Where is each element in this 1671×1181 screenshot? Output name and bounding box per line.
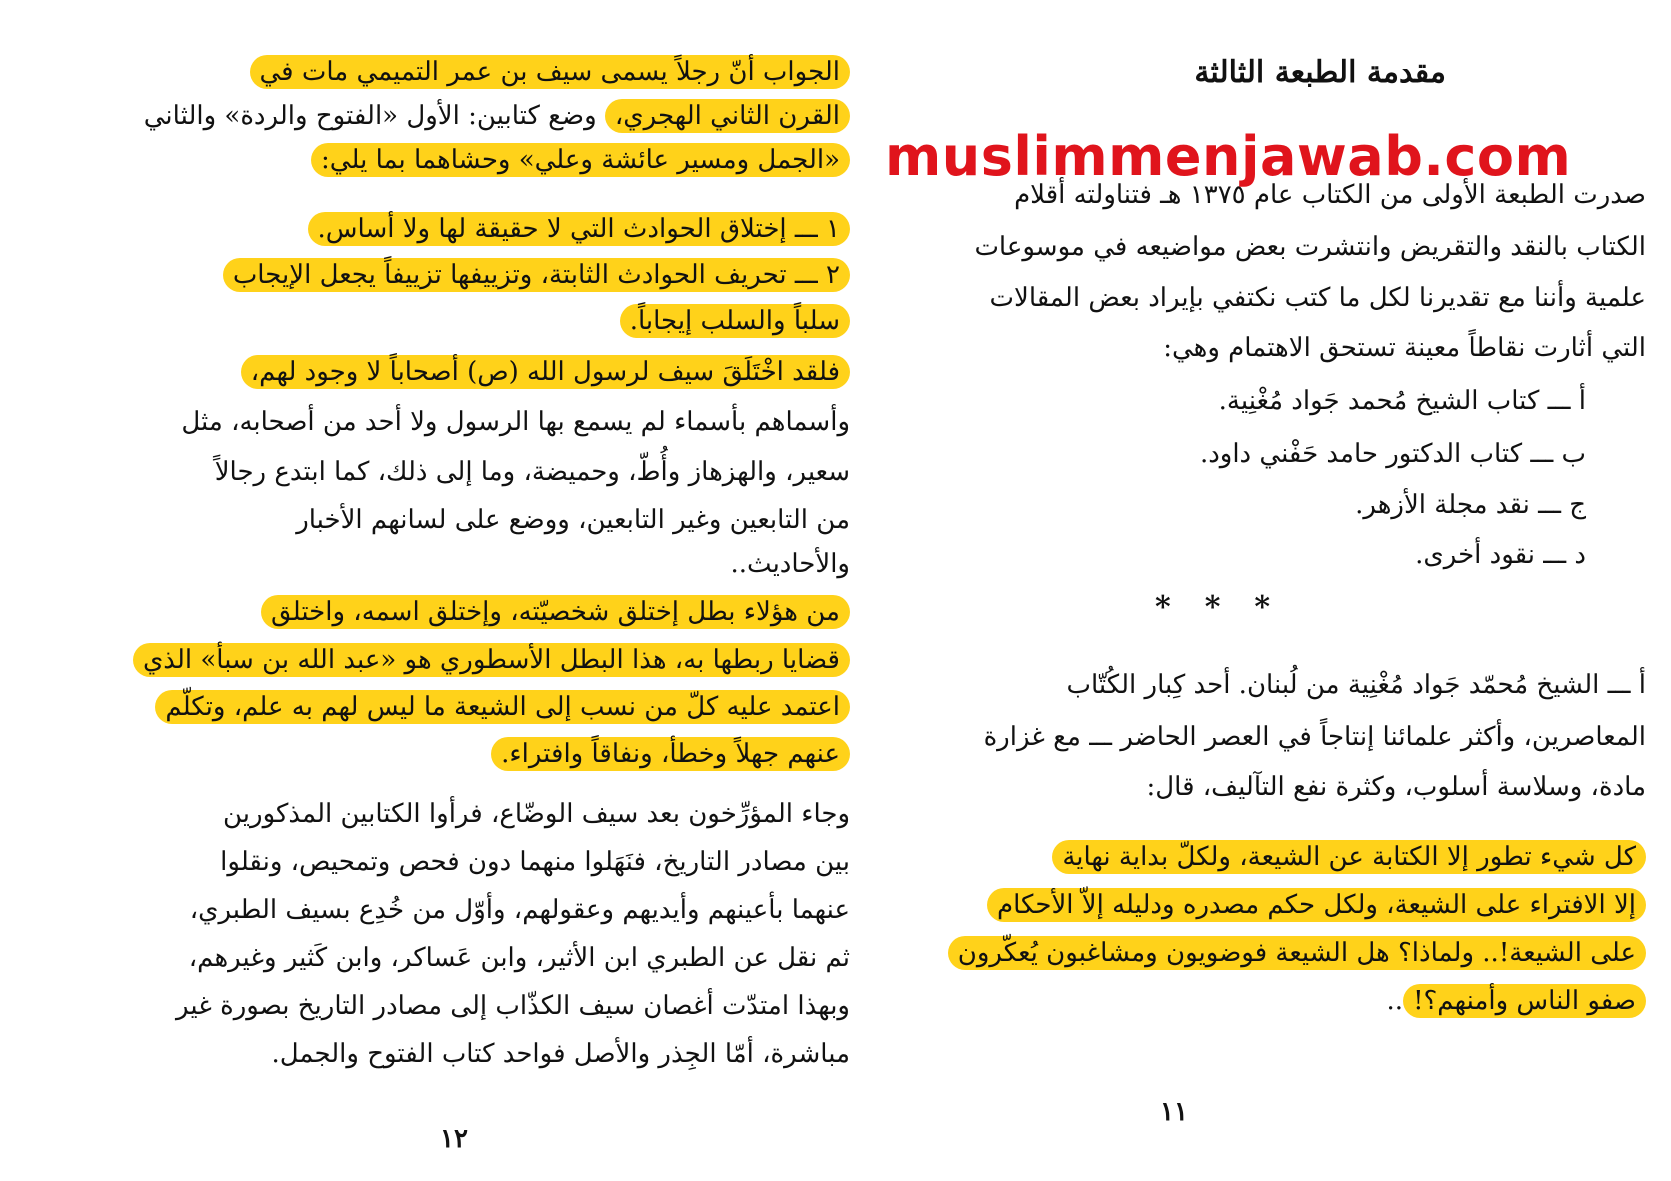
text-line: الكتاب بالنقد والتقريض وانتشرت بعض مواضيعه في موسوعات	[974, 232, 1646, 262]
watermark: muslimmenjawab.com	[885, 125, 1572, 188]
list-item: ب ـــ كتاب الدكتور حامد حَفْني داود.	[1199, 439, 1586, 469]
highlight: اعتمد عليه كلّ من نسب إلى الشيعة ما ليس لهم به علم، وتكلّم	[155, 690, 850, 724]
text-line: عنهما بأعينهم وأيديهم وعقولهم، وأوّل من خُدِع بسيف الطبري،	[189, 895, 850, 925]
text-line	[620, 304, 850, 338]
page-title: مقدمة الطبعة الثالثة	[1194, 55, 1446, 90]
highlight: فلقد اخْتَلَقَ سيف لرسول الله (ص) أصحاباً لا وجود لهم،	[241, 355, 850, 389]
text-line: والأحاديث..	[730, 549, 850, 579]
list-item: ج ـــ نقد مجلة الأزهر.	[1355, 490, 1586, 520]
text-line	[311, 143, 850, 177]
highlight: القرن الثاني الهجري،	[605, 99, 850, 133]
highlight: سلباً والسلب إيجاباً.	[620, 304, 850, 338]
list-item: أ ـــ كتاب الشيخ مُحمد جَواد مُغْنِية.	[1218, 386, 1586, 416]
text-line	[155, 690, 850, 724]
highlight: صفو الناس وأمنهم؟!	[1403, 984, 1646, 1018]
text-line: علمية وأننا مع تقديرنا لكل ما كتب نكتفي بإيراد بعض المقالات	[989, 283, 1646, 313]
text-line: وجاء المؤرِّخون بعد سيف الوضّاع، فرأوا الكتابين المذكورين	[223, 799, 850, 829]
text-line: سعير، والهزهاز وأُطّ، وحميضة، وما إلى ذلك، كما ابتدع رجالاً	[214, 457, 850, 487]
text-line: المعاصرين، وأكثر علمائنا إنتاجاً في العصر الحاضر ـــ مع غزارة	[983, 722, 1646, 752]
text-line: بين مصادر التاريخ، فنَهَلوا منهما دون فحص وتمحيص، ونقلوا	[220, 847, 850, 877]
text-line: وأسماهم بأسماء لم يسمع بها الرسول ولا أحد من أصحابه، مثل	[181, 407, 850, 437]
text-line: القرن الثاني الهجري، وضع كتابين: الأول «الفتوح والردة» والثاني	[144, 99, 850, 133]
text-line	[241, 355, 850, 389]
highlight: عنهم جهلاً وخطأ، ونفاقاً وافتراء.	[491, 737, 850, 771]
highlight: على الشيعة!.. ولماذا؟ هل الشيعة فوضويون ومشاغبون يُعكّرون	[948, 936, 1646, 970]
text-line: أ ـــ الشيخ مُحمّد جَواد مُغْنِية من لُبنان. أحد كِبار الكُتّاب	[1066, 670, 1646, 700]
text-line: صدرت الطبعة الأولى من الكتاب عام ١٣٧٥ هـ فتناولته أقلام	[1014, 180, 1646, 210]
text-line	[250, 55, 851, 89]
page-number: ١٢	[440, 1124, 468, 1154]
section-separator: ***	[1155, 590, 1305, 625]
text-line: ثم نقل عن الطبري ابن الأثير، وابن عَساكر، وابن كَثير وغيرهم،	[188, 943, 850, 973]
highlight: ٢ ـــ تحريف الحوادث الثابتة، وتزييفها تزييفاً يجعل الإيجاب	[223, 258, 850, 292]
text-line	[987, 888, 1646, 922]
highlight: قضايا ربطها به، هذا البطل الأسطوري هو «عبد الله بن سبأ» الذي	[133, 643, 850, 677]
text-line: من التابعين وغير التابعين، ووضع على لسانهم الأخبار	[296, 505, 850, 535]
highlight: إلا الافتراء على الشيعة، ولكل حكم مصدره ودليله إلاّ الأحكام	[987, 888, 1646, 922]
page-number: ١١	[1160, 1097, 1188, 1127]
highlight: «الجمل ومسير عائشة وعلي» وحشاهما بما يلي:	[311, 143, 850, 177]
highlight: من هؤلاء بطل إختلق شخصيّته، وإختلق اسمه، واختلق	[261, 595, 850, 629]
list-item: د ـــ نقود أخرى.	[1415, 540, 1586, 570]
text-line: وبهذا امتدّت أغصان سيف الكذّاب إلى مصادر التاريخ بصورة غير	[176, 991, 850, 1021]
text-line	[223, 258, 850, 292]
highlight: ١ ـــ إختلاق الحوادث التي لا حقيقة لها ولا أساس.	[308, 212, 850, 246]
text-line	[261, 595, 850, 629]
text-line	[308, 212, 850, 246]
text-line: صفو الناس وأمنهم؟!..	[1387, 984, 1646, 1018]
text-line	[1052, 840, 1646, 874]
text-line	[133, 643, 850, 677]
text-line	[948, 936, 1646, 970]
text-line: التي أثارت نقاطاً معينة تستحق الاهتمام وهي:	[1163, 333, 1646, 363]
highlight: الجواب أنّ رجلاً يسمى سيف بن عمر التميمي مات في	[250, 55, 851, 89]
text-line: مباشرة، أمّا الجِذر والأصل فواحد كتاب الفتوح والجمل.	[271, 1039, 850, 1069]
text-line: مادة، وسلاسة أسلوب، وكثرة نفع التآليف، قال:	[1146, 772, 1646, 802]
text-line	[491, 737, 850, 771]
highlight: كل شيء تطور إلا الكتابة عن الشيعة، ولكلّ بداية نهاية	[1052, 840, 1646, 874]
